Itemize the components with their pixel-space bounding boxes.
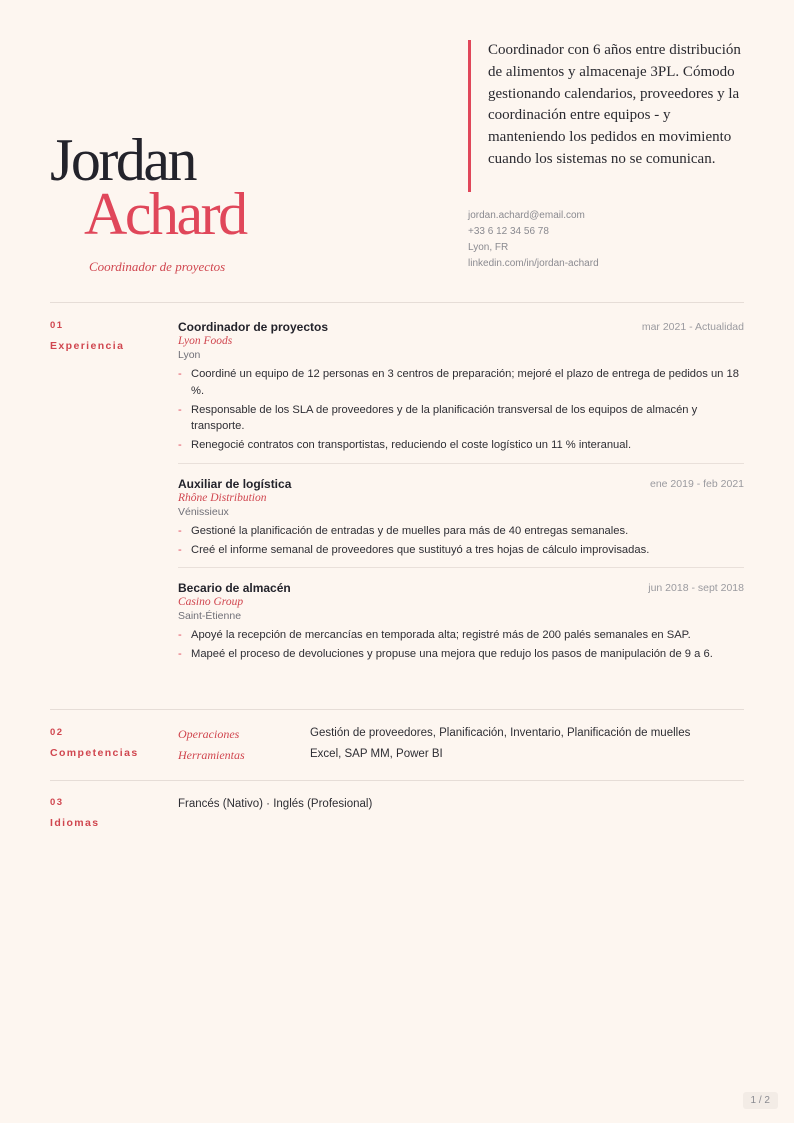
skills-list (178, 727, 744, 769)
job-company: Lyon Foods (178, 335, 233, 347)
job-city: Vénissieux (178, 505, 229, 518)
section-label (50, 727, 170, 760)
section-label (50, 320, 170, 353)
bullet-item: - Gestioné la planificación de entradas y de muelles para más de 40 entregas semanales. (178, 523, 744, 540)
skill-category: Herramientas (178, 748, 245, 762)
job-title: Auxiliar de logística (178, 476, 292, 491)
profile-summary: Coordinador con 6 años entre distribución de alimentos y almacenaje 3PL. Cómodo gestionando calendarios, proveedores y la coordinación entre equipos - y manteniendo los pedidos en movimiento cuando los sistemas no se comunican. (468, 40, 750, 192)
job-dates: jun 2018 - sept 2018 (648, 582, 744, 594)
resume-header (0, 0, 794, 302)
skill-value: Excel, SAP MM, Power BI (310, 748, 443, 760)
role-title: Coordinador de proyectos (89, 259, 226, 274)
dash-icon: - (178, 403, 182, 416)
contact-location: Lyon, FR (468, 242, 509, 253)
bullet-item: - Mapeé el proceso de devoluciones y propuse una mejora que redujo los pasos de manipulación de 9 a 6. (178, 646, 744, 663)
section-label (50, 797, 170, 830)
job-dates: ene 2019 - feb 2021 (650, 477, 744, 490)
bullet-item: - Coordiné un equipo de 12 personas en 3 centros de preparación; mejoré el plazo de entrega de pedidos un 18 %. (178, 368, 739, 397)
languages-value: Francés (Nativo) · Inglés (Profesional) (178, 798, 373, 810)
job-title: Becario de almacén (178, 581, 291, 595)
bullet-item: - Creé el informe semanal de proveedores que sustituyó a tres hojas de cálculo improvisadas. (178, 542, 744, 559)
bullet-item: - Apoyé la recepción de mercancías en temporada alta; registré más de 200 palés semanales en SAP. (178, 627, 744, 644)
contact-block (468, 208, 599, 272)
contact-email[interactable]: jordan.achard@email.com (468, 210, 585, 221)
job-city: Lyon (178, 349, 201, 361)
job-dates: mar 2021 - Actualidad (641, 321, 744, 333)
job-bullets (178, 366, 744, 454)
job-company: Casino Group (178, 596, 244, 608)
section-title: Idiomas (50, 817, 100, 829)
experience-list (178, 320, 744, 665)
contact-phone[interactable]: +33 6 12 34 56 78 (468, 226, 549, 237)
section-number: 03 (50, 797, 64, 808)
section-title: Competencias (50, 747, 139, 759)
dash-icon: - (178, 524, 182, 537)
job-title: Coordinador de proyectos (178, 320, 329, 334)
job-entry (178, 477, 744, 559)
section-number: 01 (50, 320, 64, 331)
section-number: 02 (50, 727, 64, 738)
dash-icon: - (178, 439, 182, 451)
last-name: Achard (84, 181, 246, 247)
contact-linkedin[interactable]: linkedin.com/in/jordan-achard (468, 258, 599, 269)
bullet-item: - Renegocié contratos con transportistas, reduciendo el coste logístico un 11 % interanual. (178, 437, 744, 454)
job-entry (178, 581, 744, 663)
job-bullets (178, 627, 744, 663)
skill-category: Operaciones (178, 727, 240, 741)
skill-row (178, 727, 744, 748)
page-indicator: 1 / 2 (743, 1092, 778, 1109)
job-bullets (178, 523, 744, 559)
job-divider (178, 463, 744, 464)
job-company: Rhône Distribution (178, 491, 267, 504)
dash-icon: - (178, 648, 182, 660)
section-divider (50, 709, 744, 710)
job-city: Saint-Étienne (178, 610, 242, 622)
section-divider (50, 780, 744, 781)
header-divider (50, 302, 744, 303)
first-name: Jordan (50, 127, 195, 193)
dash-icon: - (178, 543, 182, 556)
languages-list (178, 797, 744, 811)
dash-icon: - (178, 629, 182, 641)
skill-value: Gestión de proveedores, Planificación, Inventario, Planificación de muelles (310, 727, 691, 739)
job-divider (178, 567, 744, 568)
dash-icon: - (178, 368, 182, 380)
section-title: Experiencia (50, 340, 125, 352)
job-entry (178, 320, 744, 454)
skill-row (178, 748, 744, 769)
bullet-item: - Responsable de los SLA de proveedores y de la planificación transversal de los equipos de almacén y transporte. (178, 403, 698, 432)
